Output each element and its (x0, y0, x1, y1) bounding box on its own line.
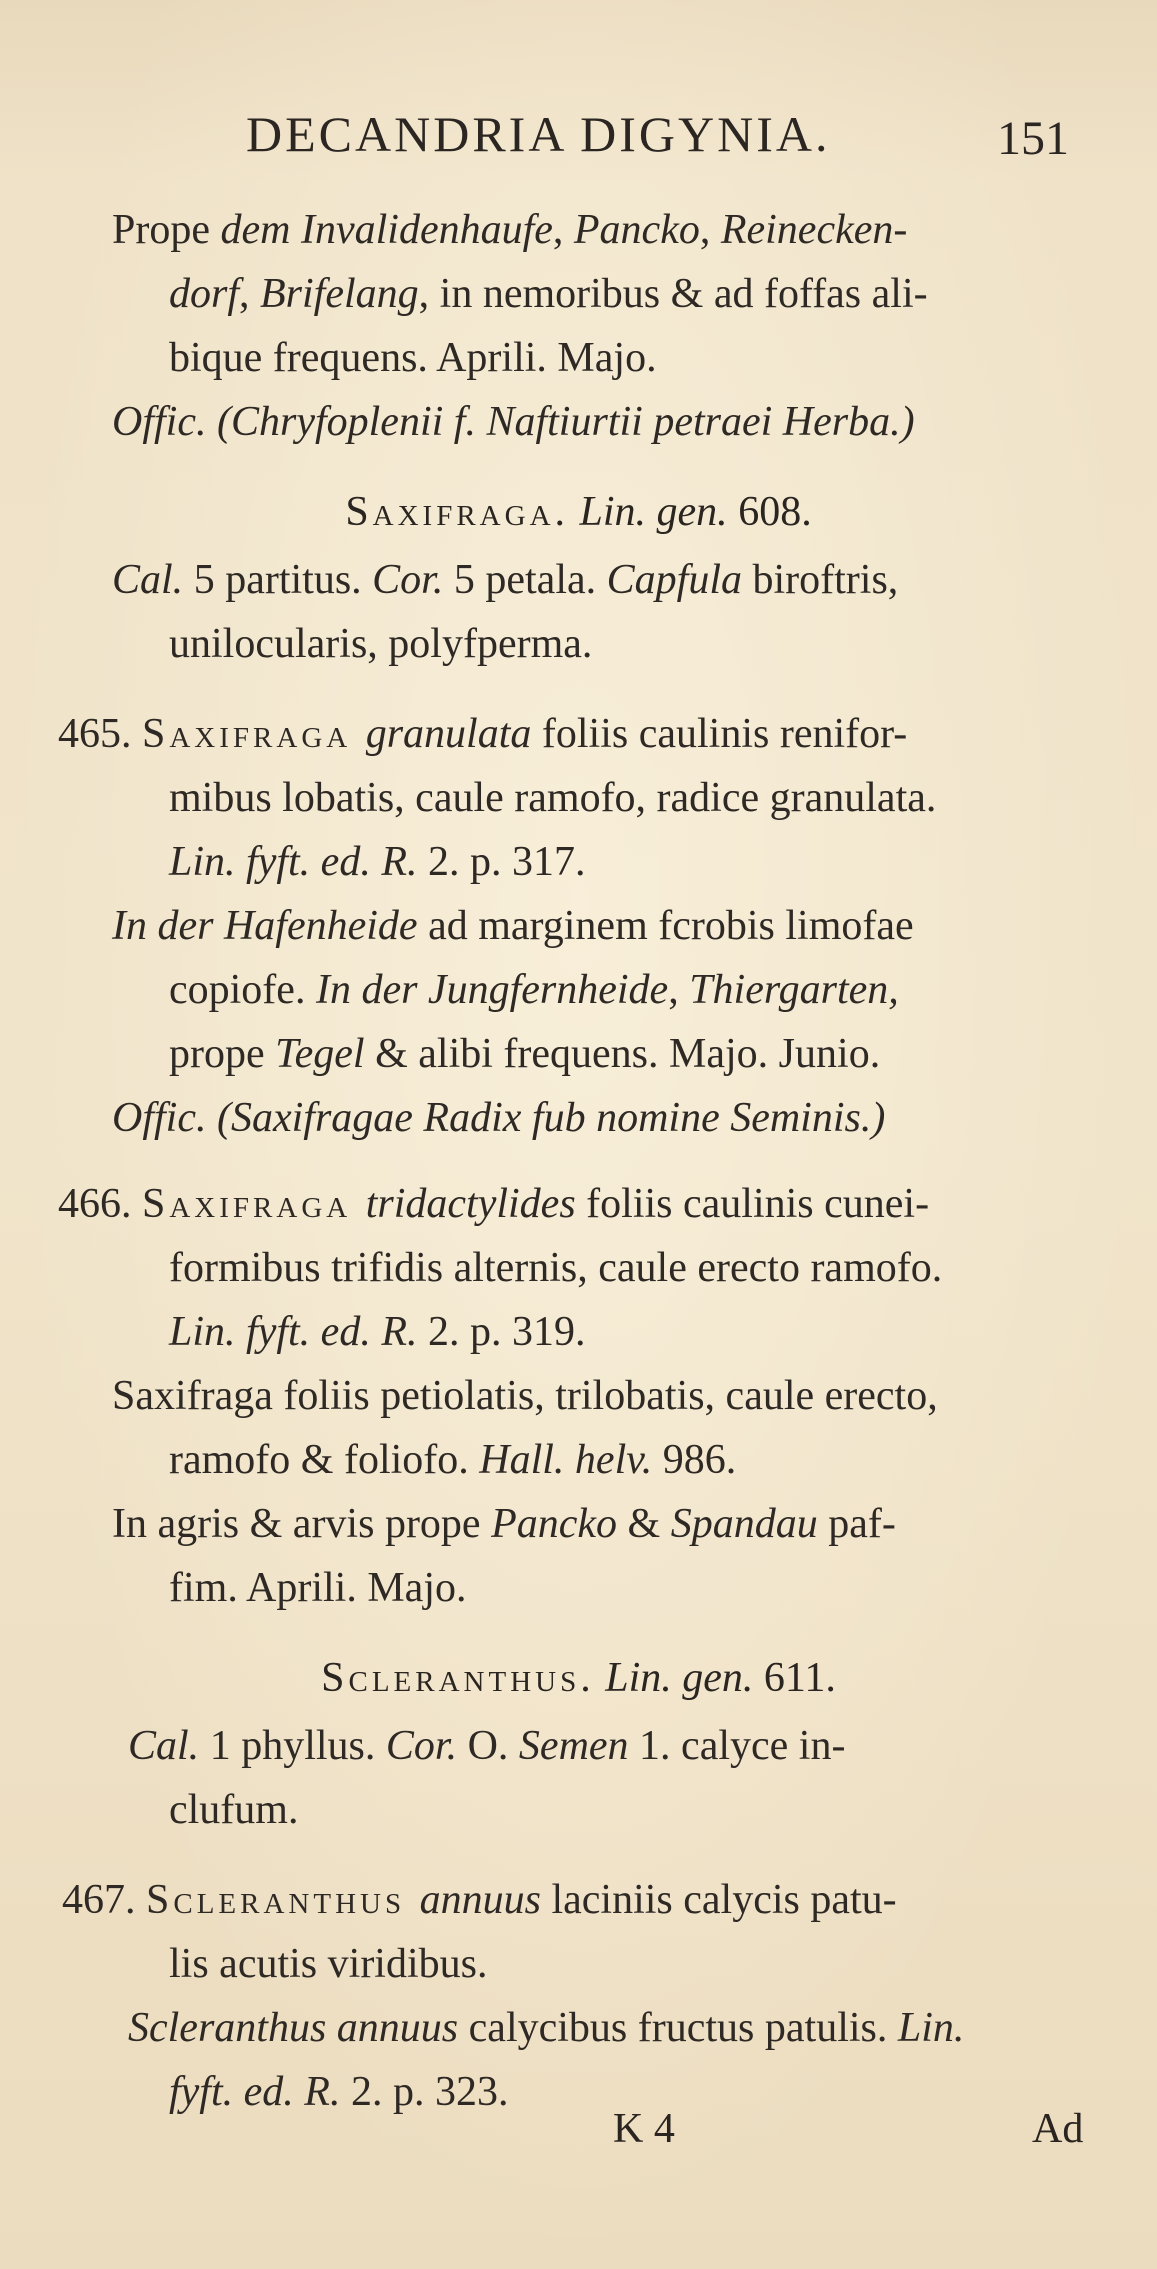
text-line (112, 902, 914, 950)
text-run: biroftris, (742, 557, 899, 603)
place-name: Pancko (573, 207, 700, 253)
species-entry-465 (58, 710, 907, 758)
text-run: Prope (112, 207, 221, 253)
text-line (128, 1722, 845, 1770)
text-line (112, 206, 907, 254)
species-epithet: tridactylides (365, 1181, 576, 1227)
species-epithet: granulata (365, 711, 532, 757)
text-line: bique frequens. Aprili. Majo. (169, 335, 657, 381)
place-name: Reinecken- (720, 207, 908, 253)
text-run: 2. p. 323. (340, 2069, 509, 2115)
place-name: Spandau (670, 1501, 818, 1547)
text-run: , (699, 207, 721, 253)
text-run: foliis caulinis renifor- (531, 711, 908, 757)
text-run: , (668, 967, 690, 1013)
place-name: Brifelang (260, 271, 419, 317)
reference-line (169, 1308, 585, 1356)
text-run: Lin. fyft. ed. R. (169, 1309, 418, 1355)
text-run: paf- (817, 1501, 896, 1547)
text-line: fim. Aprili. Majo. (169, 1565, 467, 1611)
place-name: dorf (169, 271, 240, 317)
species-epithet: annuus (419, 1877, 541, 1923)
place-name: dem Invalidenhaufe (220, 207, 553, 253)
text-line: formibus trifidis alternis, caule erecto ramofo. (169, 1245, 943, 1291)
text-run: laciniis calycis patu- (540, 1877, 897, 1923)
text-line (128, 2004, 964, 2052)
text-run: Capfula (606, 557, 742, 603)
place-name: Tegel (275, 1031, 365, 1077)
genus-heading (0, 488, 1157, 536)
reference-line (169, 838, 585, 886)
text-run: Scleranthus annuus (128, 2005, 459, 2051)
text-run: Cor. (372, 557, 444, 603)
text-run: Semen (518, 1723, 629, 1769)
place-name: In der Hafenheide (112, 903, 418, 949)
text-run: Cal. (128, 1723, 200, 1769)
place-name: Thiergarten, (689, 967, 899, 1013)
text-line (112, 1500, 896, 1548)
genus-reference-number: 608. (727, 489, 812, 535)
species-number: 466. (58, 1181, 132, 1227)
text-line: mibus lobatis, caule ramofo, radice granulata. (169, 775, 937, 821)
text-line (169, 1030, 880, 1078)
text-line: clufum. (169, 1787, 299, 1833)
text-run: 2. p. 317. (417, 839, 586, 885)
text-run: Cor. (385, 1723, 458, 1769)
text-run: Lin. fyft. ed. R. (169, 839, 418, 885)
text-run: 2. p. 319. (417, 1309, 586, 1355)
species-genus: Saxifraga (142, 1181, 366, 1227)
genus-name: Scleranthus. (321, 1655, 595, 1701)
text-run: foliis caulinis cunei- (575, 1181, 930, 1227)
genus-reference: Lin. gen. (569, 489, 728, 535)
text-line: Saxifraga foliis petiolatis, trilobatis, caule erecto, (112, 1373, 938, 1419)
text-line (112, 556, 898, 604)
text-run: , in nemoribus & ad foffas ali- (418, 271, 928, 317)
text-line (169, 1436, 736, 1484)
signature-mark: K 4 (613, 2106, 675, 2152)
catchword: Ad (1032, 2106, 1084, 2152)
text-run: Hall. helv. (479, 1437, 653, 1483)
text-line: lis acutis viridibus. (169, 1941, 488, 1987)
species-genus: Saxifraga (142, 711, 366, 757)
page-header (0, 105, 1157, 175)
running-title: DECANDRIA DIGYNIA. (246, 106, 831, 162)
offic-line: Offic. (Saxifragae Radix fub nomine Seminis.) (112, 1095, 886, 1141)
species-genus: Scleranthus (146, 1877, 420, 1923)
genus-reference-number: 611. (753, 1655, 836, 1701)
species-entry-467 (62, 1876, 897, 1924)
genus-heading (0, 1654, 1157, 1702)
text-run: , (239, 271, 261, 317)
place-name: In der Jungfernheide (315, 967, 669, 1013)
text-run: copiofe. (169, 967, 316, 1013)
species-number: 465. (58, 711, 132, 757)
text-run: Lin. (897, 2005, 965, 2051)
text-run: 1 phyllus. (199, 1723, 386, 1769)
text-run: & (617, 1501, 671, 1547)
text-run: fyft. ed. R. (169, 2069, 341, 2115)
text-run: O. (457, 1723, 519, 1769)
text-line: unilocularis, polyfperma. (169, 621, 593, 667)
text-run: 5 petala. (443, 557, 607, 603)
text-run: Cal. (112, 557, 184, 603)
page-footer (0, 2105, 1157, 2165)
genus-name: Saxifraga. (345, 489, 570, 535)
text-run: & alibi frequens. Majo. Junio. (364, 1031, 881, 1077)
text-run: calycibus fructus patulis. (458, 2005, 898, 2051)
genus-reference: Lin. gen. (594, 1655, 754, 1701)
text-line (169, 966, 899, 1014)
text-line (169, 270, 928, 318)
text-run: , (552, 207, 574, 253)
text-run: ad marginem fcrobis limofae (417, 903, 914, 949)
offic-line: Offic. (Chryfoplenii f. Naftiurtii petraei Herba.) (112, 399, 915, 445)
text-run: In agris & arvis prope (112, 1501, 492, 1547)
page-number: 151 (997, 112, 1069, 165)
text-run: prope (169, 1031, 276, 1077)
species-number: 467. (62, 1877, 136, 1923)
text-run: 986. (652, 1437, 737, 1483)
text-run: ramofo & foliofo. (169, 1437, 480, 1483)
place-name: Pancko (491, 1501, 618, 1547)
text-run: 5 partitus. (183, 557, 373, 603)
species-entry-466 (58, 1180, 929, 1228)
text-run: 1. calyce in- (628, 1723, 846, 1769)
